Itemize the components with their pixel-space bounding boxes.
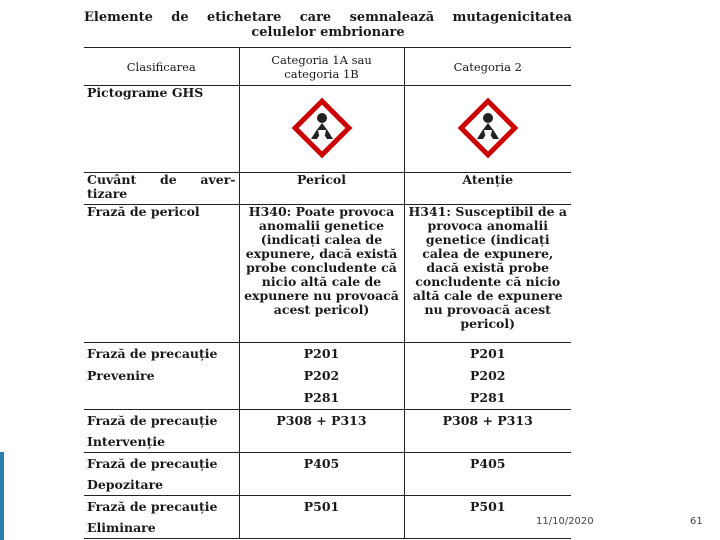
health-hazard-icon [455, 95, 521, 161]
health-hazard-icon [289, 95, 355, 161]
pictogram-row [84, 86, 571, 173]
precaution-code: P501 [470, 499, 506, 514]
document-title [84, 10, 572, 40]
storage-sublabel: Depozitare [87, 477, 164, 492]
storage-code-cat1 [239, 453, 404, 496]
title-word: etichetare [206, 10, 282, 25]
title-word: semnalează [349, 10, 435, 25]
ghs-labelling-table [84, 47, 571, 539]
slide-page-number: 61 [690, 516, 703, 527]
title-line-2: celulelor embrionare [251, 25, 405, 40]
slide-accent-bar [0, 452, 4, 540]
precaution-code: P281 [470, 390, 506, 405]
prevention-label [84, 343, 239, 410]
hazard-statement-row [84, 205, 571, 343]
response-code-cat2 [404, 410, 571, 453]
precaution-code: P405 [470, 456, 506, 471]
precaution-label: Frază de precauție [87, 499, 218, 514]
precaution-storage-row [84, 453, 571, 496]
disposal-sublabel: Eliminare [87, 520, 156, 535]
title-word: care [299, 10, 332, 25]
signal-word-label [84, 173, 239, 205]
precaution-code: P202 [470, 368, 506, 383]
precaution-response-row [84, 410, 571, 453]
storage-code-cat2 [404, 453, 571, 496]
prevention-codes-cat2 [404, 343, 571, 410]
response-label [84, 410, 239, 453]
precaution-label: Frază de precauție [87, 346, 218, 361]
precaution-prevention-row [84, 343, 571, 410]
storage-label [84, 453, 239, 496]
table-header-row [84, 48, 571, 86]
precaution-code: P308 + P313 [276, 413, 367, 428]
pictogram-cell-cat1 [239, 86, 404, 173]
response-sublabel: Intervenție [87, 434, 166, 449]
disposal-label [84, 496, 239, 539]
precaution-code: P405 [303, 456, 340, 471]
signal-word-label-text: Cuvânt de aver- tizare [87, 172, 236, 201]
response-code-cat1 [239, 410, 404, 453]
header-classification: Clasificarea [84, 48, 239, 86]
precaution-code: P501 [303, 499, 340, 514]
header-category-2: Categoria 2 [404, 48, 571, 86]
precaution-code: P202 [303, 368, 340, 383]
precaution-code: P281 [303, 390, 340, 405]
precaution-code: P201 [470, 346, 506, 361]
precaution-disposal-row [84, 496, 571, 539]
title-word: mutagenicitatea [452, 10, 572, 25]
slide-date: 11/10/2020 [536, 516, 594, 527]
pictogram-label: Pictograme GHS [84, 86, 239, 173]
hazard-statement-cat1: H340: Poate provoca anomalii genetice (indicați calea de expunere, dacă există probe concludente că nicio altă cale de expunere nu provoacă acest pericol) [239, 205, 404, 343]
precaution-code: P201 [303, 346, 340, 361]
signal-word-cat2: Atenție [404, 173, 571, 205]
prevention-sublabel: Prevenire [87, 368, 155, 383]
precaution-code: P308 + P313 [442, 413, 533, 428]
title-word: Elemente [84, 10, 153, 25]
hazard-statement-label: Frază de pericol [84, 205, 239, 343]
header-category-1: Categoria 1A sau categoria 1B [239, 48, 404, 86]
title-line-1 [84, 10, 572, 25]
signal-word-cat1: Pericol [239, 173, 404, 205]
signal-word-row [84, 173, 571, 205]
precaution-label: Frază de precauție [87, 413, 218, 428]
prevention-codes-cat1 [239, 343, 404, 410]
pictogram-cell-cat2 [404, 86, 571, 173]
hazard-statement-cat2: H341: Susceptibil de a provoca anomalii genetice (indicați calea de expunere, dacă există probe concludente că nicio altă cale de expunere nu provoacă acest pericol) [404, 205, 571, 343]
precaution-label: Frază de precauție [87, 456, 218, 471]
title-word: de [171, 10, 189, 25]
disposal-code-cat1 [239, 496, 404, 539]
